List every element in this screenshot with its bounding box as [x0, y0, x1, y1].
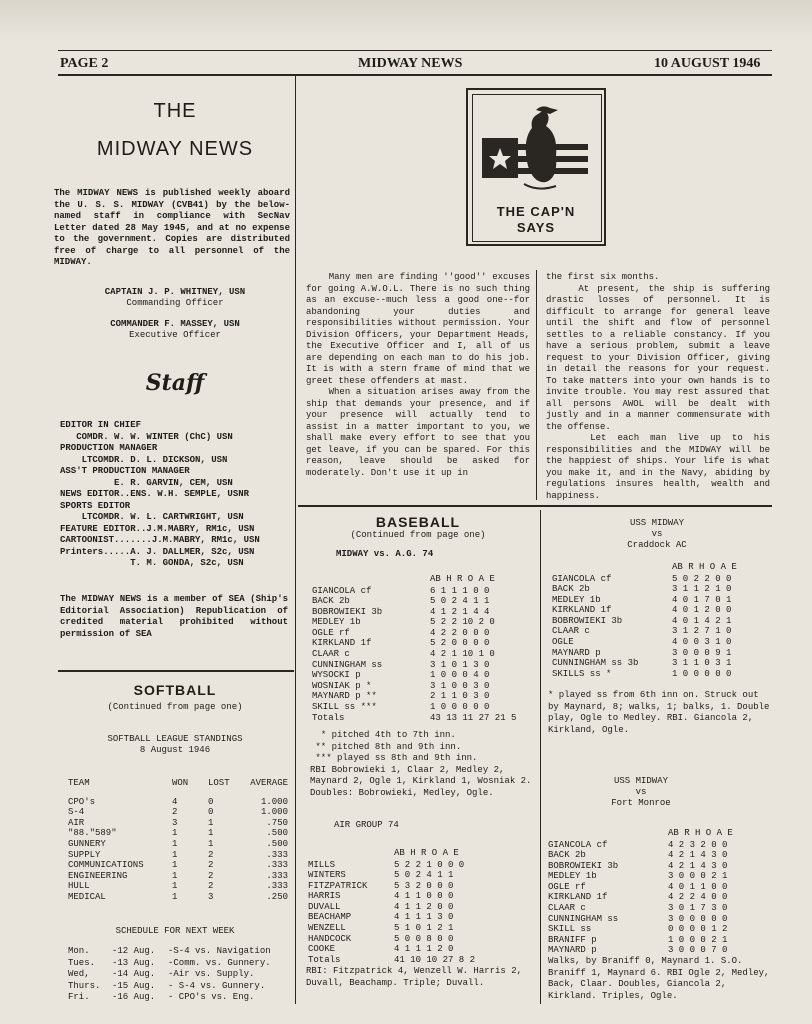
lost-cell: 2 [208, 870, 214, 881]
player-cell: GIANCOLA cf [548, 839, 608, 850]
table-row [308, 944, 475, 955]
stats-cell: 5 0 0 8 0 0 [394, 933, 454, 944]
player-cell: SKILL ss *** [312, 702, 377, 713]
issue-date: 10 AUGUST 1946 [654, 56, 761, 71]
col-header: LOST [208, 778, 230, 788]
lost-cell: 1 [208, 838, 214, 849]
day-cell: Mon. [68, 946, 90, 956]
stats-cell: 0 0 0 0 1 2 [668, 924, 728, 935]
lost-cell: 2 [208, 849, 214, 860]
date-cell: -15 Aug. [112, 980, 156, 991]
stats-cell: 5 0 2 2 0 0 [672, 573, 732, 584]
schedule-title: SCHEDULE FOR NEXT WEEK [115, 926, 235, 936]
game2-table [308, 860, 475, 966]
logo-text-line2: SAYS [516, 220, 556, 235]
table-row [68, 818, 288, 829]
player-cell: HANDCOCK [308, 933, 352, 944]
stats-cell: 4 1 1 0 0 0 [394, 891, 454, 902]
day-cell: Fri. [68, 992, 90, 1002]
stats-cell: 4 0 1 2 0 0 [672, 605, 732, 616]
player-cell: MAYNARD p ** [312, 691, 377, 702]
player-cell: MILLS [308, 859, 336, 870]
player-cell: CLAAR c [552, 626, 590, 637]
table-row [312, 596, 516, 607]
staff-heading: Staff [145, 370, 205, 396]
avg-cell: .333 [266, 860, 288, 871]
stats-cell: 3 1 2 7 1 0 [672, 626, 732, 637]
won-cell: 1 [172, 828, 178, 839]
player-cell: WOSNIAK p * [312, 680, 372, 691]
game3-title: USS MIDWAY [629, 518, 684, 528]
box-header: AB R H O A E [668, 828, 733, 838]
stats-cell: 6 1 1 1 0 0 [430, 585, 490, 596]
stats-cell: 5 2 2 10 2 0 [430, 617, 495, 628]
page-number: PAGE 2 [60, 56, 109, 71]
game3-vs: vs [651, 529, 663, 539]
table-row [68, 797, 288, 808]
game2-notes: RBI: Fitzpatrick 4, Wenzell W. Harris 2, Duvall, Beachamp. Triple; Duvall. [306, 966, 528, 988]
masthead-title-the: THE [153, 100, 197, 122]
table-row [312, 628, 516, 639]
game4-box [548, 828, 772, 956]
article-column-1: Many men are finding ''good'' excuses for going A.W.O.L. There is no such thing as an excuse--much less a good one--for abandoning your duties and responsibilities without permission. Your Division Officers, your Department Heads, the Executive Officer and I, all of us are depending on each man to do his job. It is with a stern frame of mind that we greet these offenders at mast. When a situation arises away from the ship that demands your presence, and if your presence will actually tend to assist in a matter important to you, we shall make every effort to see that you get leave, if you can be spared. For this reason, leave should be asked for moderately. Don't use it up in [306, 272, 530, 478]
avg-cell: 1.000 [260, 807, 288, 818]
table-row [312, 649, 516, 660]
table-row [68, 881, 288, 892]
baseball-continued: (Continued from page one) [350, 530, 486, 540]
game1-box [312, 574, 534, 723]
player-cell: HARRIS [308, 891, 341, 902]
table-row [68, 850, 288, 861]
player-cell: BEACHAMP [308, 912, 352, 923]
stats-cell: 4 2 1 4 3 0 [668, 850, 728, 861]
won-cell: 2 [172, 807, 178, 818]
date-cell: -16 Aug. [112, 992, 156, 1002]
table-row [548, 914, 727, 925]
date-cell: -14 Aug. [112, 969, 156, 979]
won-cell: 1 [172, 891, 178, 902]
officer-role-1: Commanding Officer [126, 298, 224, 308]
game4-vs: vs [635, 787, 647, 797]
game2-box [308, 848, 534, 965]
table-row [68, 839, 288, 850]
player-cell: MAYNARD p [548, 945, 597, 956]
game-cell: -Comm. vs. Gunnery. [168, 957, 271, 968]
stats-cell: 3 1 0 1 3 0 [430, 659, 490, 670]
table-row [548, 882, 727, 893]
column-divider-bottom [540, 510, 541, 1004]
won-cell: 4 [172, 796, 178, 807]
table-row [312, 713, 516, 724]
stats-cell: 4 2 2 0 0 0 [430, 627, 490, 638]
avg-cell: 1.000 [260, 796, 288, 807]
player-cell: CUNNINGHAM ss [548, 913, 619, 924]
avg-cell: .333 [266, 870, 288, 881]
stats-cell: 5 2 0 0 0 0 [430, 638, 490, 649]
baseball-title: BASEBALL [375, 514, 461, 530]
standings-date: 8 August 1946 [139, 745, 211, 755]
table-row [308, 891, 475, 902]
avg-cell: .500 [266, 838, 288, 849]
avg-cell: .333 [266, 881, 288, 892]
player-cell: SKILLS ss * [552, 668, 612, 679]
stats-cell: 5 3 2 0 0 0 [394, 880, 454, 891]
won-cell: 3 [172, 817, 178, 828]
stats-cell: 3 0 0 0 2 1 [668, 871, 728, 882]
table-row [548, 840, 727, 851]
table-row [312, 691, 516, 702]
game1-notes: * pitched 4th to 7th inn. ** pitched 8th and 9th inn. *** played ss 8th and 9th inn. RBI Bobrowieki 1, Claar 2, Medley 2, Maynard 2, Ogle 1, Kirkland 1, Wosniak 2. Doubles: Bobrowieki, Medley, Ogle. [310, 730, 532, 798]
schedule-row [68, 992, 271, 1004]
stats-cell: 4 2 2 4 0 0 [668, 892, 728, 903]
staff-line: LTCOMDR. W. L. CARTWRIGHT, USN [60, 512, 244, 522]
paper-fold-shadow [0, 0, 812, 40]
game-cell: -S-4 vs. Navigation [168, 946, 271, 956]
player-cell: BACK 2b [548, 850, 586, 861]
staff-list [60, 420, 292, 570]
staff-line: E. R. GARVIN, CEM, USN [60, 477, 233, 488]
table-row [548, 935, 727, 946]
game2-title: AIR GROUP 74 [334, 820, 399, 830]
game4-table [548, 840, 727, 957]
table-row [312, 617, 516, 628]
won-cell: 1 [172, 881, 178, 892]
player-cell: WINTERS [308, 870, 346, 881]
stats-cell: 3 1 1 0 3 1 [672, 658, 732, 669]
staff-line: CARTOONIST.......J.M.MABRY, RM1c, USN [60, 535, 260, 545]
player-cell: BOBROWIEKI 3b [552, 615, 623, 626]
officer-name-1: CAPTAIN J. P. WHITNEY, USN [104, 287, 246, 297]
paper-name: MIDWAY NEWS [358, 56, 463, 71]
table-row [548, 892, 727, 903]
schedule-row [68, 969, 271, 981]
player-cell: FITZPATRICK [308, 880, 368, 891]
stats-cell: 4 2 3 2 0 0 [668, 839, 728, 850]
column-divider-left [295, 76, 296, 1004]
team-cell: AIR [68, 817, 85, 828]
player-cell: BRANIFF p [548, 934, 597, 945]
logo-text-line1: THE CAP'N [496, 204, 576, 219]
table-row [548, 903, 727, 914]
stats-cell: 5 0 2 4 1 1 [394, 870, 454, 881]
player-cell: CUNNINGHAM ss [312, 659, 383, 670]
schedule-row [68, 981, 271, 993]
team-cell: CPO's [68, 796, 96, 807]
softball-rule [58, 670, 294, 672]
table-row [308, 870, 475, 881]
player-cell: SKILL ss [548, 924, 592, 935]
schedule-row [68, 958, 271, 970]
softball-title: SOFTBALL [133, 682, 217, 698]
stats-cell: 4 2 1 4 3 0 [668, 860, 728, 871]
date-cell: -12 Aug. [112, 946, 156, 956]
day-cell: Tues. [68, 957, 96, 968]
stats-cell: 3 0 0 0 0 0 [668, 913, 728, 924]
game-cell: - CPO's vs. Eng. [168, 992, 255, 1002]
stats-cell: 4 1 1 2 0 0 [394, 901, 454, 912]
avg-cell: .250 [266, 891, 288, 902]
capn-says-logo [466, 88, 606, 246]
avg-cell: .500 [266, 828, 288, 839]
standings-header [68, 778, 288, 789]
column-divider-mid [536, 270, 537, 500]
table-row [312, 702, 516, 713]
staff-line: LTCOMDR. D. L. DICKSON, USN [60, 454, 228, 465]
stats-cell: 4 2 1 10 1 0 [430, 649, 495, 660]
game3-box [552, 562, 772, 679]
eagle-flag-icon [472, 96, 604, 196]
staff-line: ASS'T PRODUCTION MANAGER [60, 466, 190, 476]
avg-cell: .750 [266, 817, 288, 828]
game1-table [312, 586, 516, 724]
player-cell: MEDLEY 1b [552, 594, 601, 605]
player-cell: Totals [312, 712, 345, 723]
table-row [312, 638, 516, 649]
lost-cell: 1 [208, 828, 214, 839]
player-cell: DUVALL [308, 901, 341, 912]
table-row [68, 828, 288, 839]
player-cell: KIRKLAND 1f [548, 892, 608, 903]
table-row [552, 658, 731, 669]
staff-line: NEWS EDITOR..ENS. W.H. SEMPLE, USNR [60, 489, 250, 499]
stats-cell: 43 13 11 27 21 5 [430, 712, 517, 723]
staff-line: COMDR. W. W. WINTER (ChC) USN [60, 431, 233, 442]
masthead-title: MIDWAY NEWS [96, 138, 254, 160]
table-row [312, 660, 516, 671]
player-cell: BOBROWIEKI 3b [312, 606, 383, 617]
team-cell: GUNNERY [68, 838, 106, 849]
standings-title: SOFTBALL LEAGUE STANDINGS [107, 734, 243, 744]
table-row [548, 850, 727, 861]
table-row [552, 595, 731, 606]
stats-cell: 2 1 1 0 3 0 [430, 691, 490, 702]
table-row [68, 860, 288, 871]
player-cell: GIANCOLA cf [552, 573, 612, 584]
table-row [308, 902, 475, 913]
stats-cell: 5 2 2 1 0 0 0 [394, 859, 465, 870]
stats-cell: 41 10 10 27 8 2 [394, 954, 476, 965]
stats-cell: 1 0 0 0 0 0 [430, 702, 490, 713]
table-row [308, 912, 475, 923]
table-row [548, 861, 727, 872]
stats-cell: 5 1 0 1 2 1 [394, 923, 454, 934]
stats-cell: 3 1 0 0 3 0 [430, 680, 490, 691]
player-cell: BACK 2b [552, 584, 590, 595]
won-cell: 1 [172, 849, 178, 860]
team-cell: MEDICAL [68, 891, 106, 902]
player-cell: KIRKLAND 1f [312, 638, 372, 649]
table-row [552, 669, 731, 680]
lost-cell: 2 [208, 860, 214, 871]
player-cell: BOBROWIEKI 3b [548, 860, 619, 871]
player-cell: WENZELL [308, 923, 346, 934]
game-cell: - S-4 vs. Gunnery. [168, 980, 266, 991]
day-cell: Thurs. [68, 980, 101, 991]
team-cell: ENGINEERING [68, 870, 128, 881]
stats-cell: 1 0 0 0 0 0 [672, 668, 732, 679]
col-header: AVERAGE [250, 778, 288, 788]
game3-table [552, 574, 731, 680]
officer-name-2: COMMANDER F. MASSEY, USN [110, 319, 240, 329]
table-row [552, 616, 731, 627]
stats-cell: 5 0 2 4 1 1 [430, 596, 490, 607]
article-column-2: the first six months. At present, the ship is suffering drastic losses of personnel. It is difficult to arrange for general leave until the shift and flow of personnel settles to a reliable constancy. If you have a serious problem, submit a leave request to your Division Officer, giving in detail the reasons for your request. To take matters into your own hands is to invite trouble. You may rest assured that all persons AWOL will be dealt with justly and in a manner commensurate with the offense. Let each man live up to his responsibilities and the MIDWAY will be the happiest of ships. Your life is what you make it, and in the Navy, abiding by regulations insures health, wealth and happiness. [546, 272, 770, 501]
table-row [548, 924, 727, 935]
table-row [552, 605, 731, 616]
player-cell: OGLE [552, 637, 574, 648]
stats-cell: 4 0 0 3 1 0 [672, 637, 732, 648]
header-rule-top [58, 50, 772, 51]
lost-cell: 0 [208, 807, 214, 818]
team-cell: SUPPLY [68, 849, 101, 860]
staff-line: PRODUCTION MANAGER [60, 443, 158, 453]
baseball-rule [298, 505, 772, 507]
player-cell: MEDLEY 1b [548, 871, 597, 882]
table-row [548, 945, 727, 956]
player-cell: COOKE [308, 944, 336, 955]
table-row [308, 881, 475, 892]
officer-role-2: Executive Officer [129, 330, 221, 340]
stats-cell: 4 1 1 1 3 0 [394, 912, 454, 923]
staff-line: FEATURE EDITOR..J.M.MABRY, RM1c, USN [60, 523, 255, 534]
lost-cell: 1 [208, 817, 214, 828]
player-cell: MEDLEY 1b [312, 617, 361, 628]
team-cell: HULL [68, 881, 90, 892]
stats-cell: 3 0 1 7 3 0 [668, 903, 728, 914]
table-row [308, 955, 475, 966]
stats-cell: 4 1 2 1 4 4 [430, 606, 490, 617]
player-cell: WYSOCKI p [312, 670, 361, 681]
table-row [552, 648, 731, 659]
stats-cell: 1 0 0 0 2 1 [668, 934, 728, 945]
day-cell: Wed, [68, 969, 90, 979]
lost-cell: 2 [208, 881, 214, 892]
col-header: TEAM [68, 778, 90, 788]
won-cell: 1 [172, 838, 178, 849]
stats-cell: 4 0 1 4 2 1 [672, 615, 732, 626]
staff-line: T. M. GONDA, S2c, USN [60, 558, 244, 568]
box-header: AB H R O A E [394, 848, 459, 858]
team-cell: COMMUNICATIONS [68, 860, 144, 871]
team-cell: "88."589" [68, 828, 117, 839]
player-cell: CUNNINGHAM ss 3b [552, 658, 639, 669]
staff-line: EDITOR IN CHIEF [60, 420, 142, 430]
table-row [308, 860, 475, 871]
player-cell: OGLE rf [548, 881, 586, 892]
stats-cell: 4 1 1 1 2 0 [394, 944, 454, 955]
player-cell: KIRKLAND 1f [552, 605, 612, 616]
table-row [552, 584, 731, 595]
col-header: WON [172, 778, 189, 788]
lost-cell: 0 [208, 796, 214, 807]
header-rule [58, 74, 772, 76]
table-row [552, 637, 731, 648]
team-cell: S-4 [68, 807, 85, 818]
game4-notes: Walks, by Braniff 0, Maynard 1. S.O. Braniff 1, Maynard 6. RBI Ogle 2, Medley, Back, Claar. Doubles, Giancola 2, Kirkland. Triples, Ogle. [548, 956, 775, 1001]
table-row [68, 871, 288, 882]
schedule-row [68, 946, 271, 958]
game3-notes: * played ss from 6th inn on. Struck out by Maynard, 8; walks, 1; balks, 1. Double play, Ogle to Medley. RBI. Giancola 2, Kirkland, Ogle. [548, 690, 775, 735]
table-row [552, 574, 731, 585]
table-row [312, 670, 516, 681]
table-row [308, 923, 475, 934]
lost-cell: 3 [208, 891, 214, 902]
date-cell: -13 Aug. [112, 957, 156, 968]
staff-line: Printers.....A. J. DALLMER, S2c, USN [60, 546, 255, 557]
game4-opponent: Fort Monroe [611, 798, 671, 808]
box-header: AB H R O A E [430, 574, 495, 584]
player-cell: CLAAR c [548, 903, 586, 914]
table-row [312, 586, 516, 597]
player-cell: Totals [308, 954, 341, 965]
stats-cell: 4 0 1 1 0 0 [668, 881, 728, 892]
player-cell: MAYNARD p [552, 647, 601, 658]
table-row [312, 607, 516, 618]
player-cell: GIANCOLA cf [312, 585, 372, 596]
stats-cell: 3 1 1 2 1 0 [672, 584, 732, 595]
game3-opponent: Craddock AC [627, 540, 687, 550]
table-row [548, 871, 727, 882]
stats-cell: 1 0 0 0 4 0 [430, 670, 490, 681]
player-cell: CLAAR c [312, 649, 350, 660]
table-row [308, 934, 475, 945]
masthead-intro: The MIDWAY NEWS is published weekly aboard the U. S. S. MIDWAY (CVB41) by the below-named staff in compliance with SecNav Letter dated 28 May 1945, and at no expense to the government. Copies are distributed free of charge to all personnel of the MIDWAY. [54, 188, 296, 267]
game1-title: MIDWAY vs. A.G. 74 [336, 549, 434, 559]
staff-line: SPORTS EDITOR [60, 500, 131, 511]
player-cell: OGLE rf [312, 627, 350, 638]
table-row [552, 626, 731, 637]
schedule-table [68, 946, 271, 1004]
table-row [68, 807, 288, 818]
box-header: AB R H O A E [672, 562, 737, 572]
stats-cell: 4 0 1 7 0 1 [672, 594, 732, 605]
softball-continued: (Continued from page one) [107, 702, 243, 712]
sea-membership-note: The MIDWAY NEWS is a member of SEA (Ship's Editorial Association) Republication of credited material prohibited without permission of SEA [60, 594, 294, 639]
game-cell: -Air vs. Supply. [168, 969, 255, 979]
table-row [312, 681, 516, 692]
game4-title: USS MIDWAY [613, 776, 668, 786]
standings-table [68, 778, 288, 903]
player-cell: BACK 2b [312, 596, 350, 607]
table-row [68, 892, 288, 903]
won-cell: 1 [172, 870, 178, 881]
avg-cell: .333 [266, 849, 288, 860]
stats-cell: 3 0 0 0 9 1 [672, 647, 732, 658]
stats-cell: 3 0 0 0 7 0 [668, 945, 728, 956]
won-cell: 1 [172, 860, 178, 871]
